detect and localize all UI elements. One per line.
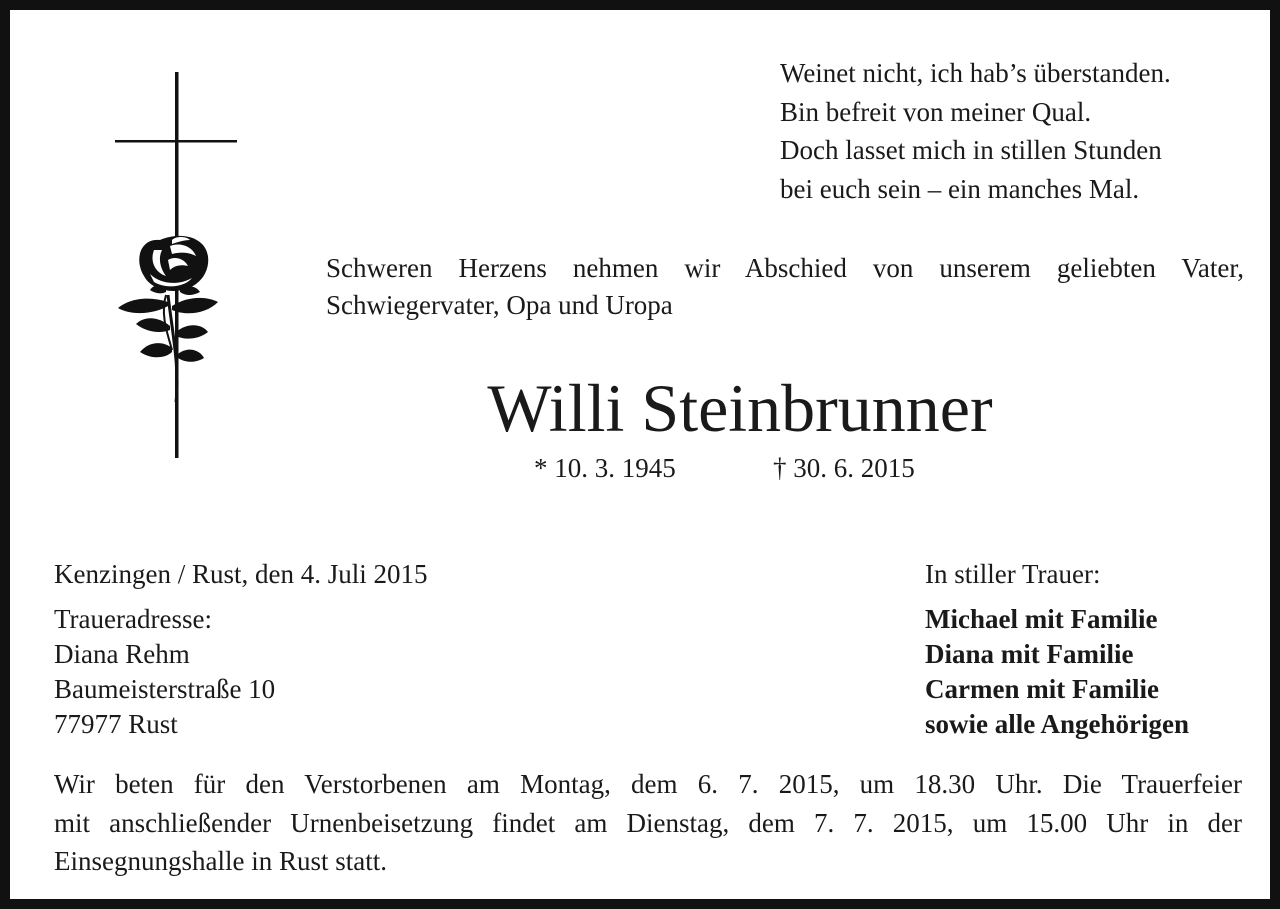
closing-line: Wir beten für den Verstorbenen am Montag, dem 6. 7. 2015, um 18.30 Uhr. Die Trauerfeier xyxy=(54,769,1242,799)
closing-line: mit anschließender Urnenbeisetzung findet am Dienstag, dem 7. 7. 2015, um 15.00 Uhr in der xyxy=(54,807,1242,838)
intro-line-2: Schwiegervater, Opa und Uropa xyxy=(326,290,673,320)
mourners-list xyxy=(925,602,1189,742)
address-name: Diana Rehm xyxy=(54,639,190,669)
mourner: Michael mit Familie xyxy=(925,604,1158,634)
place-date: Kenzingen / Rust, den 4. Juli 2015 xyxy=(54,559,428,589)
poem-line: Bin befreit von meiner Qual. xyxy=(780,96,1092,127)
mourner: sowie alle Angehörigen xyxy=(925,709,1189,739)
deceased-name: Willi Steinbrunner xyxy=(487,370,993,446)
poem xyxy=(780,54,1260,208)
address-city: 77977 Rust xyxy=(54,709,178,739)
mourning-address xyxy=(54,602,275,742)
birth-date: * 10. 3. 1945 xyxy=(534,453,676,483)
cross-with-rose-icon xyxy=(110,70,240,460)
poem-line: Doch lasset mich in stillen Stunden xyxy=(780,135,1162,165)
closing-line: Einsegnungshalle in Rust statt. xyxy=(54,846,387,876)
mourner: Carmen mit Familie xyxy=(925,674,1159,704)
poem-line: bei euch sein – ein manches Mal. xyxy=(780,173,1140,204)
service-announcement xyxy=(54,765,1242,881)
mourners-heading: In stiller Trauer: xyxy=(925,559,1101,589)
mourner: Diana mit Familie xyxy=(925,639,1134,669)
address-label: Traueradresse: xyxy=(54,604,212,634)
poem-line: Weinet nicht, ich hab’s überstanden. xyxy=(780,58,1171,88)
death-date: † 30. 6. 2015 xyxy=(773,453,915,483)
address-street: Baumeisterstraße 10 xyxy=(54,674,276,704)
intro-line-1: Schweren Herzens nehmen wir Abschied von unserem geliebten Vater, xyxy=(326,253,1244,283)
